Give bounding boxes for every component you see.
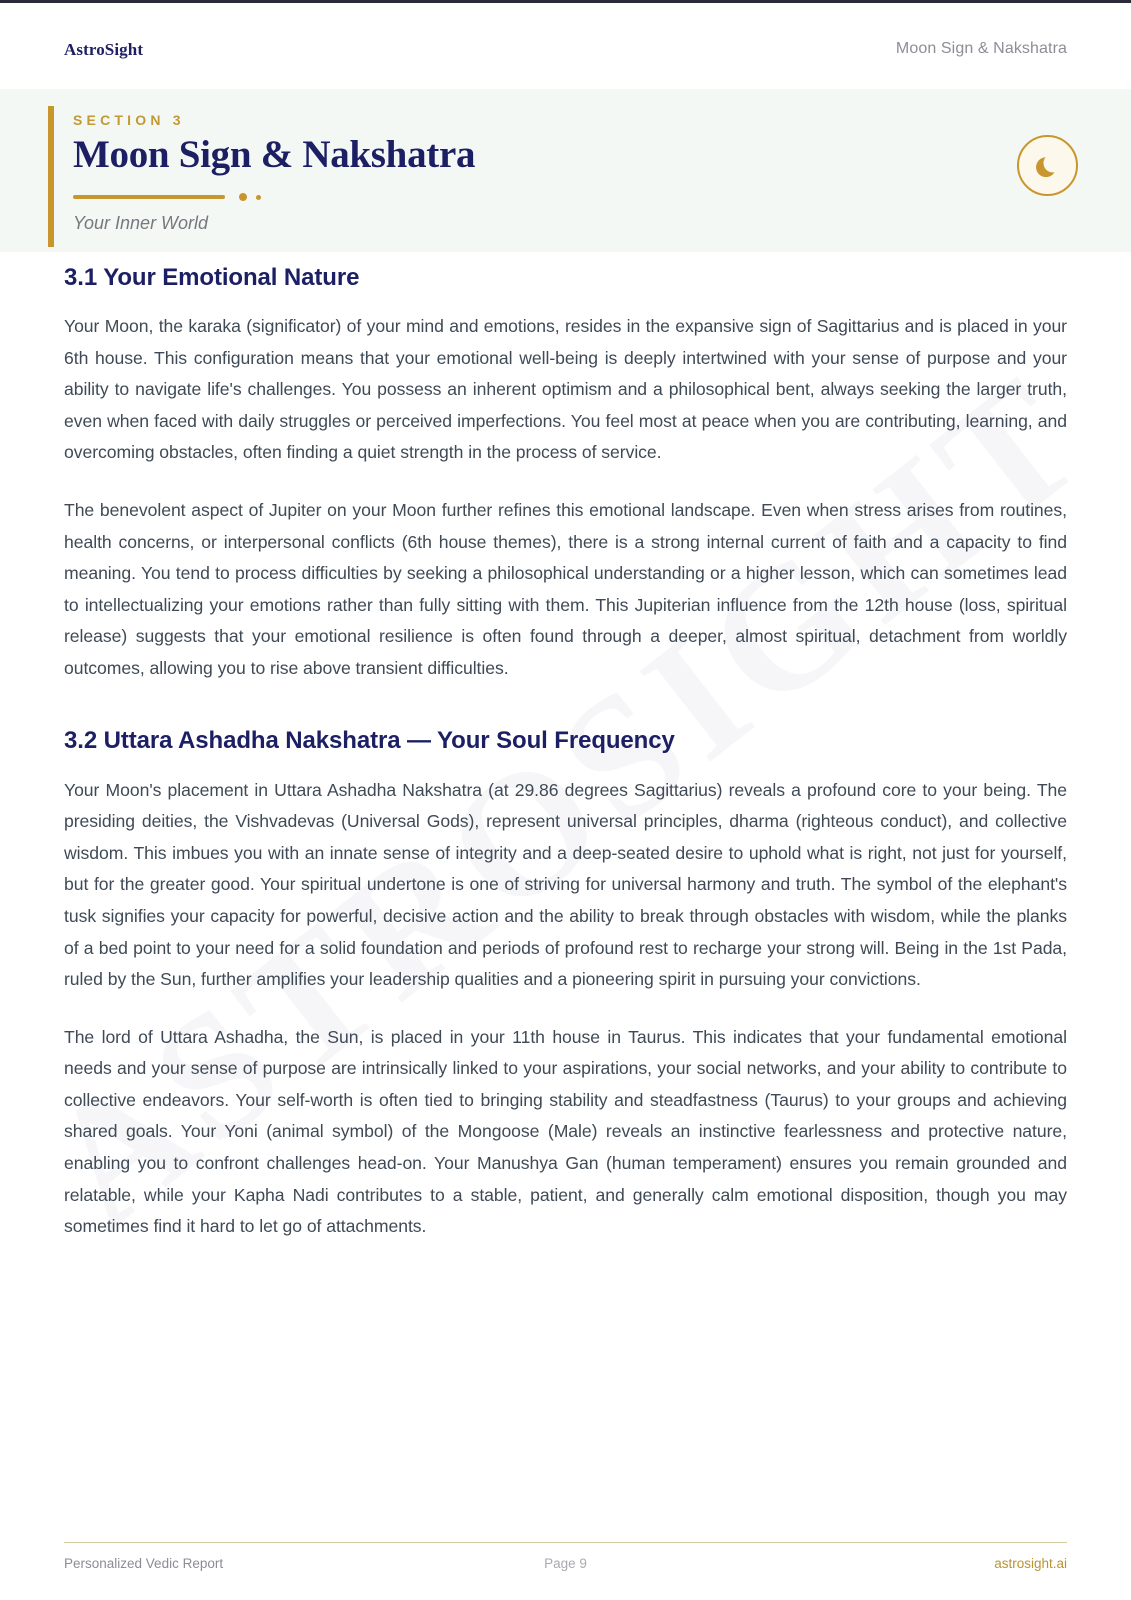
brand-logo-text: AstroSight <box>64 40 144 59</box>
page-top-rule <box>0 0 1131 3</box>
section-badge <box>1017 135 1078 196</box>
document-footer <box>64 1542 1067 1571</box>
divider-dot-small <box>256 195 261 200</box>
crescent-moon-icon <box>1033 151 1063 181</box>
paragraph-3-2-1: Your Moon's placement in Uttara Ashadha Nakshatra (at 29.86 degrees Sagittarius) reveals a profound core to your being. The presiding deities, the Vishvadevas (Universal Gods), represent universal principles, dharma (righteous conduct), and collective wisdom. This imbues you with an innate sense of integrity and a deep-seated desire to uphold what is right, not just for yourself, but for the greater good. Your spiritual undertone is one of striving for universal harmony and truth. The symbol of the elephant's tusk signifies your capacity for powerful, decisive action and the ability to break through obstacles with wisdom, while the planks of a bed point to your need for a solid foundation and periods of profound rest to recharge your strong will. Being in the 1st Pada, ruled by the Sun, further amplifies your leadership qualities and a pioneering spirit in pursuing your convictions. <box>64 779 1067 990</box>
section-banner-inner <box>48 106 1083 247</box>
footer-website-link[interactable]: astrosight.ai <box>994 1556 1067 1571</box>
section-divider <box>73 192 1083 202</box>
section-title: Moon Sign & Nakshatra <box>73 133 476 176</box>
paragraph-3-1-2: The benevolent aspect of Jupiter on your Moon further refines this emotional landscape. Even when stress arises from routines, health concerns, or interpersonal conflicts (6th house themes), there is a strong internal current of faith and a capacity to find meaning. You tend to process difficulties by seeking a philosophical understanding or a higher lesson, which can sometimes lead to intellectualizing your emotions rather than fully sitting with them. This Jupiterian influence from the 12th house (loss, spiritual release) suggests that your emotional resilience is often found through a deeper, almost spiritual, detachment from worldly outcomes, allowing you to rise above transient difficulties. <box>64 499 1067 678</box>
footer-report-label: Personalized Vedic Report <box>64 1556 224 1571</box>
document-header <box>64 40 1067 93</box>
paragraph-3-2-2: The lord of Uttara Ashadha, the Sun, is placed in your 11th house in Taurus. This indicates that your fundamental emotional needs and your sense of purpose are intrinsically linked to your aspirations, your social networks, and your ability to contribute to collective endeavors. Your self-worth is often tied to bringing stability and steadfastness (Taurus) to your groups and achieving shared goals. Your Yoni (animal symbol) of the Mongoose (Male) reveals an instinctive fearlessness and protective nature, enabling you to confront challenges head-on. Your Manushya Gan (human temperament) ensures you remain grounded and relatable, while your Kapha Nadi contributes to a stable, patient, and generally calm emotional disposition, though you may sometimes find it hard to let go of attachments. <box>64 1026 1067 1237</box>
subsection-heading-3-1: 3.1 Your Emotional Nature <box>64 264 360 291</box>
section-kicker: SECTION 3 <box>73 112 185 128</box>
divider-dot-large <box>239 193 247 201</box>
section-banner <box>0 89 1131 252</box>
footer-page-number: Page 9 <box>544 1556 587 1571</box>
divider-bar <box>73 195 225 199</box>
subsection-heading-3-2: 3.2 Uttara Ashadha Nakshatra — Your Soul Frequency <box>64 726 675 754</box>
section-subtitle: Your Inner World <box>73 213 209 234</box>
paragraph-3-1-1: Your Moon, the karaka (significator) of your mind and emotions, resides in the expansive sign of Sagittarius and is placed in your 6th house. This configuration means that your emotional well-being is deeply intertwined with your sense of purpose and your ability to navigate life's challenges. You possess an inherent optimism and a philosophical bent, always seeking the larger truth, even when faced with daily struggles or perceived imperfections. You feel most at peace when you are contributing, learning, and overcoming obstacles, often finding a quiet strength in the process of service. <box>64 316 1067 463</box>
document-body <box>64 252 1067 1243</box>
header-running-title: Moon Sign & Nakshatra <box>895 40 1067 57</box>
